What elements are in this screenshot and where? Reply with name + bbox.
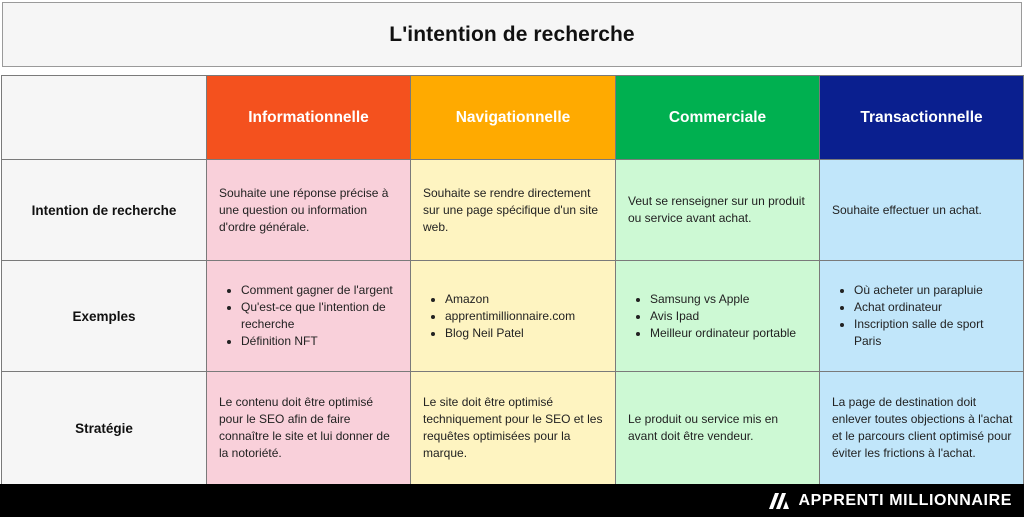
header-navigationnelle: Navigationnelle xyxy=(411,76,616,160)
intention-cell-navigationnelle: Souhaite se rendre directement sur une page spécifique d'un site web. xyxy=(411,160,616,261)
row-label-intention: Intention de recherche xyxy=(2,160,207,261)
strategie-cell-transactionnelle: La page de destination doit enlever toutes objections à l'achat et le parcours client optimisé pour éviter les frictions à l'achat. xyxy=(820,372,1024,485)
list-item: • Meilleur ordinateur portable xyxy=(650,325,809,342)
table-row-strategie xyxy=(2,372,1024,485)
list-item: • Comment gagner de l'argent xyxy=(241,282,400,299)
list-item: • Qu'est-ce que l'intention de recherche xyxy=(241,299,400,333)
apprenti-millionnaire-logo-icon xyxy=(769,493,791,509)
table-row-intention xyxy=(2,160,1024,261)
page-title: L'intention de recherche xyxy=(389,22,635,46)
list-item: • Amazon xyxy=(445,291,605,308)
example-list xyxy=(219,282,400,350)
title-banner xyxy=(2,2,1022,67)
list-item: • Définition NFT xyxy=(241,333,400,350)
list-item: • Inscription salle de sport Paris xyxy=(854,316,1013,350)
list-item: • Samsung vs Apple xyxy=(650,291,809,308)
header-transactionnelle: Transactionnelle xyxy=(820,76,1024,160)
exemples-cell-transactionnelle xyxy=(820,261,1024,372)
example-list xyxy=(832,282,1013,350)
exemples-cell-navigationnelle xyxy=(411,261,616,372)
footer-bar xyxy=(0,484,1024,517)
row-label-strategie: Stratégie xyxy=(2,372,207,485)
exemples-cell-commerciale xyxy=(616,261,820,372)
list-item: • apprentimillionnaire.com xyxy=(445,308,605,325)
corner-cell xyxy=(2,76,207,160)
exemples-cell-informationnelle xyxy=(207,261,411,372)
brand xyxy=(769,492,1013,510)
strategie-cell-navigationnelle: Le site doit être optimisé techniquement pour le SEO et les requêtes optimisées pour la marque. xyxy=(411,372,616,485)
header-commerciale: Commerciale xyxy=(616,76,820,160)
table-header-row xyxy=(2,76,1024,160)
list-item: • Avis Ipad xyxy=(650,308,809,325)
table-row-exemples xyxy=(2,261,1024,372)
intention-cell-informationnelle: Souhaite une réponse précise à une question ou information d'ordre générale. xyxy=(207,160,411,261)
strategie-cell-informationnelle: Le contenu doit être optimisé pour le SEO afin de faire connaître le site et lui donner de la notoriété. xyxy=(207,372,411,485)
list-item: • Achat ordinateur xyxy=(854,299,1013,316)
list-item: • Où acheter un parapluie xyxy=(854,282,1013,299)
search-intent-table xyxy=(1,75,1024,485)
intention-cell-transactionnelle: Souhaite effectuer un achat. xyxy=(820,160,1024,261)
example-list xyxy=(423,291,605,342)
example-list xyxy=(628,291,809,342)
strategie-cell-commerciale: Le produit ou service mis en avant doit être vendeur. xyxy=(616,372,820,485)
row-label-exemples: Exemples xyxy=(2,261,207,372)
brand-name: APPRENTI MILLIONNAIRE xyxy=(798,491,1012,509)
header-informationnelle: Informationnelle xyxy=(207,76,411,160)
list-item: • Blog Neil Patel xyxy=(445,325,605,342)
intention-cell-commerciale: Veut se renseigner sur un produit ou service avant achat. xyxy=(616,160,820,261)
